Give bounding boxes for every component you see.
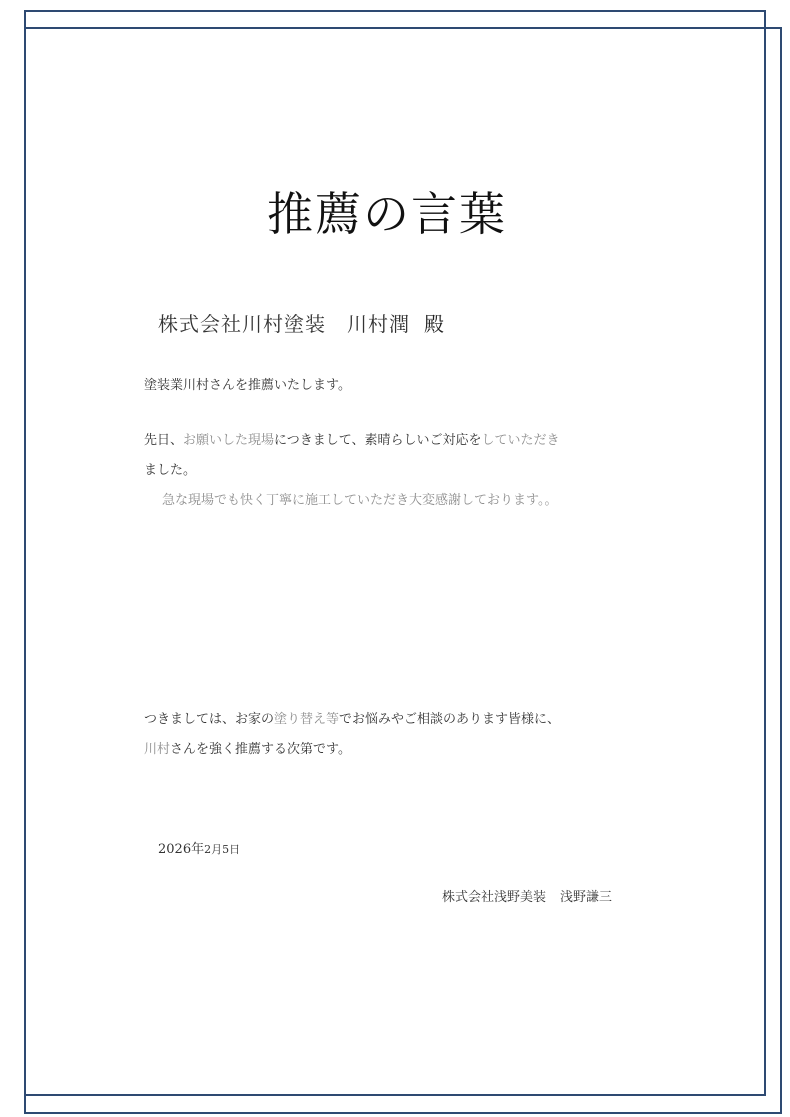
- details-text-segment: 先日、: [144, 433, 184, 448]
- paragraph-recommendation: [144, 371, 644, 401]
- closing-text-segment: でお悩みやご相談のあります皆様に、: [339, 712, 561, 727]
- paragraph-details-line-3: 急な現場でも快く丁寧に施工していただき大変感謝しております。。: [162, 493, 558, 508]
- sender-signature: [442, 886, 612, 905]
- closing-text-segment-muted: 塗り替え等: [274, 712, 340, 727]
- details-text-segment-muted: お願いした現場: [183, 433, 275, 448]
- paragraph-details-line-1: [144, 426, 644, 456]
- addressee-name: 株式会社川村塗装 川村潤: [158, 312, 410, 336]
- letter-title: 推薦の言葉: [267, 187, 507, 241]
- details-text-segment: につきまして、素晴らしいご対応を: [274, 433, 482, 448]
- closing-text-segment-muted: 川村: [144, 742, 171, 757]
- paragraph-details-line-2: ました。: [144, 463, 197, 478]
- sender-name: 浅野謙三: [560, 890, 613, 905]
- paragraph-details: [144, 426, 644, 516]
- details-text-segment-muted: していただき: [481, 433, 560, 448]
- date-month-day: 2月5日: [204, 843, 241, 856]
- addressee-line: [158, 308, 445, 337]
- paragraph-closing-line-1: [144, 705, 644, 735]
- addressee-honorific: 殿: [424, 312, 445, 336]
- closing-text-segment: さんを強く推薦する次第です。: [170, 742, 351, 757]
- closing-text-segment: つきましては、お家の: [144, 712, 275, 727]
- sender-company: 株式会社浅野美装: [442, 890, 547, 905]
- date-year: 2026年: [158, 842, 205, 857]
- paragraph-closing: [144, 705, 644, 765]
- letter-date: [158, 838, 240, 857]
- paragraph-recommendation-text: 塗装業川村さんを推薦いたします。: [144, 378, 351, 393]
- paragraph-closing-line-2: [144, 735, 644, 765]
